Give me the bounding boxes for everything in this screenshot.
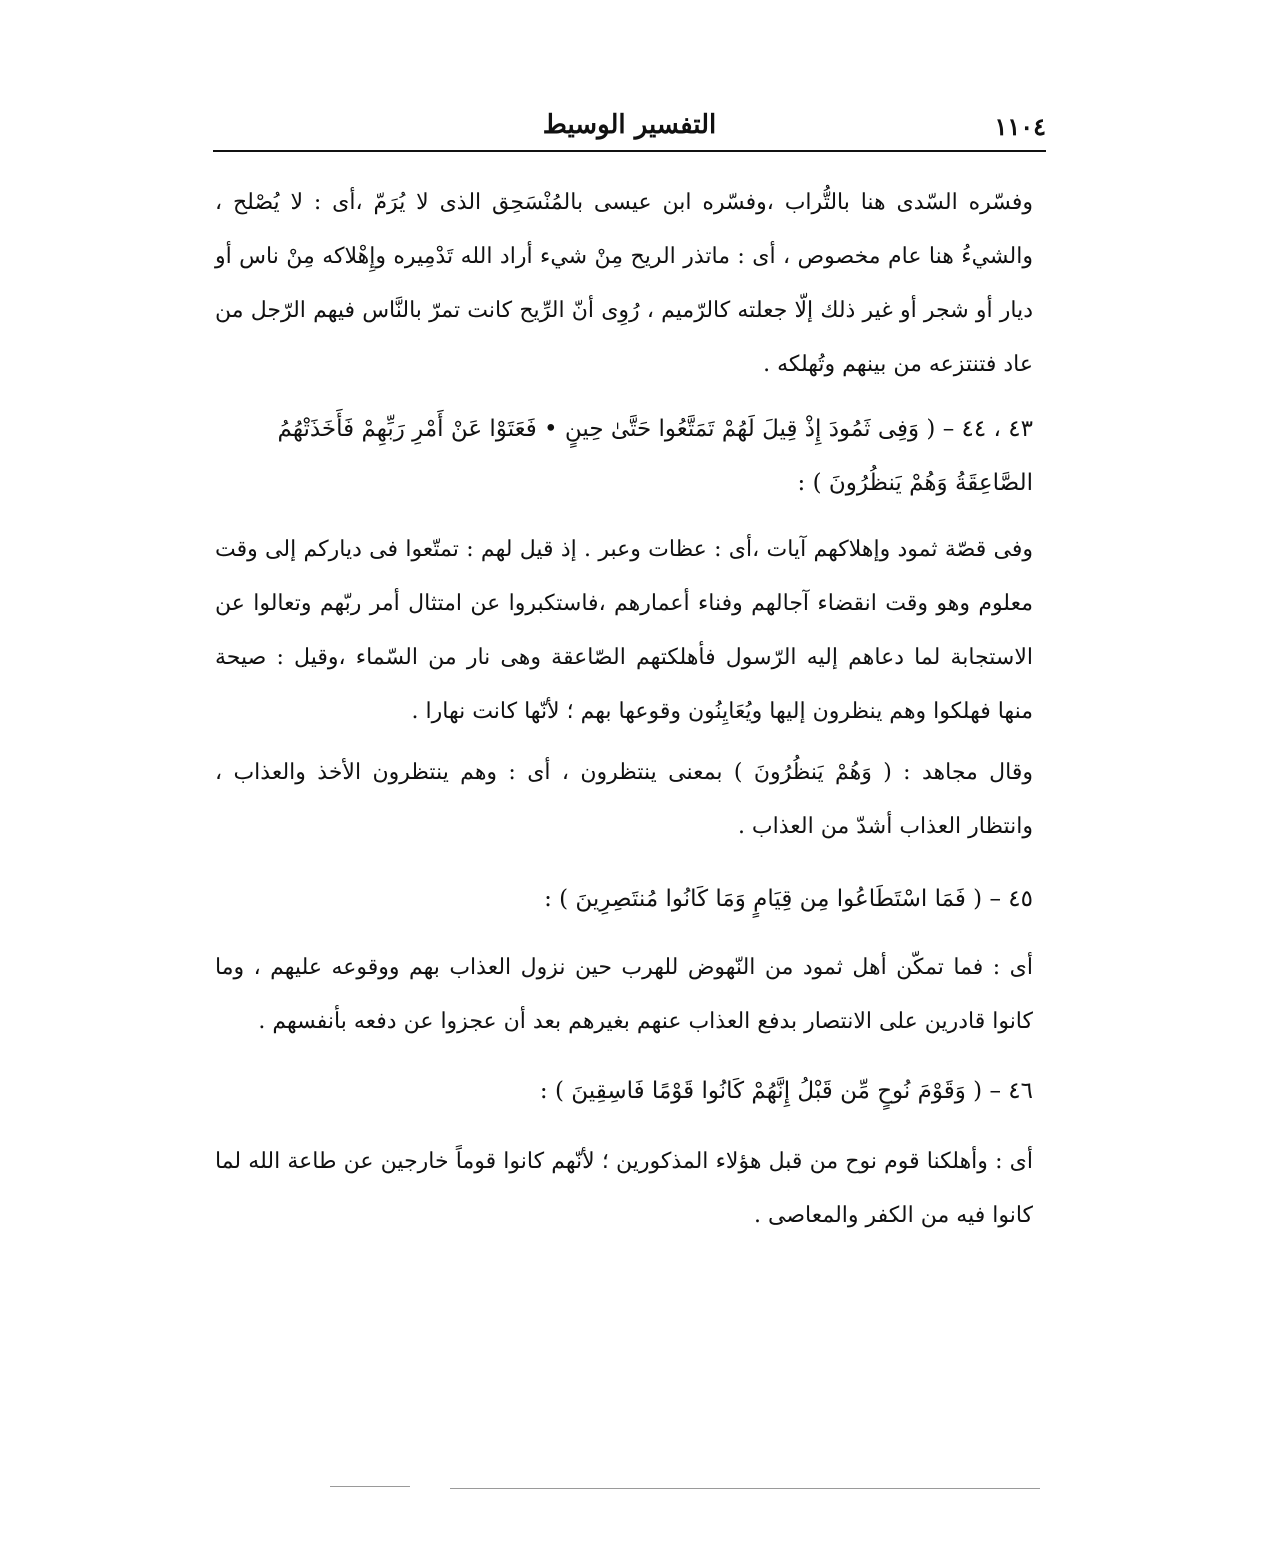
header-rule [213,150,1046,152]
paragraph-3: وقال مجاهد : ( وَهُمْ يَنظُرُونَ ) بمعنى ينتظرون ، أى : وهم ينتظرون الأخذ والعذاب ، وانتظار العذاب أشدّ من العذاب . [215,760,1033,839]
verse-43-44: ٤٣ ، ٤٤ – ( وَفِى ثَمُودَ إِذْ قِيلَ لَهُمْ تَمَتَّعُوا حَتَّىٰ حِينٍ • فَعَتَوْا عَنْ أَمْرِ رَبِّهِمْ فَأَخَذَتْهُمُ الصَّاعِقَةُ وَهُمْ يَنظُرُونَ ) : [277,416,1033,496]
paragraph-1: وفسّره السّدى هنا بالتُّراب ،وفسّره ابن عيسى بالمُنْسَحِق الذى لا يُرَمّ ،أى : لا يُصْلح ، والشيءُ هنا عام مخصوص ، أى : ماتذر الريح مِنْ شيء أراد الله تَدْمِيره وإِهْلاكه مِنْ ناس أو ديار أو شجر أو غير ذلك إلّا جعلته كالرّميم ، رُوِى أنّ الرِّيح كانت تمرّ بالنَّاس فيهم الرّجل من عاد فتنتزعه من بينهم وتُهلكه . [215,190,1033,377]
page-number: ١١٠٤ [994,112,1046,141]
verse-45: ٤٥ – ( فَمَا اسْتَطَاعُوا مِن قِيَامٍ وَمَا كَانُوا مُنتَصِرِينَ ) : [544,886,1033,912]
margin-mark [450,1488,1040,1489]
verse-46: ٤٦ – ( وَقَوْمَ نُوحٍ مِّن قَبْلُ إِنَّهُمْ كَانُوا قَوْمًا فَاسِقِينَ ) : [539,1078,1033,1104]
paragraph-2: وفى قصّة ثمود وإهلاكهم آيات ،أى : عظات وعبر . إذ قيل لهم : تمتّعوا فى دياركم إلى وقت معلوم وهو وقت انقضاء آجالهم وفناء أعمارهم ،فاستكبروا عن امتثال أمر ربّهم وتعالوا عن الاستجابة لما دعاهم إليه الرّسول فأهلكتهم الصّاعقة وهى نار من السّماء ،وقيل : صيحة منها فهلكوا وهم ينظرون إليها ويُعَايِنُون وقوعها بهم ؛ لأنّها كانت نهارا . [215,537,1033,724]
scan-margin-marks [330,1484,1040,1504]
page-header [213,108,1046,148]
paragraph-4: أى : فما تمكّن أهل ثمود من النّهوض للهرب حين نزول العذاب بهم ووقوعه عليهم ، وما كانوا قادرين على الانتصار بدفع العذاب عنهم بغيرهم بعد أن عجزوا عن دفعه بأنفسهم . [215,955,1033,1034]
paragraph-5: أى : وأهلكنا قوم نوح من قبل هؤلاء المذكورين ؛ لأنّهم كانوا قوماً خارجين عن طاعة الله لما كانوا فيه من الكفر والمعاصى . [215,1149,1033,1228]
margin-mark [330,1486,410,1487]
running-title: التفسير الوسيط [542,110,717,140]
